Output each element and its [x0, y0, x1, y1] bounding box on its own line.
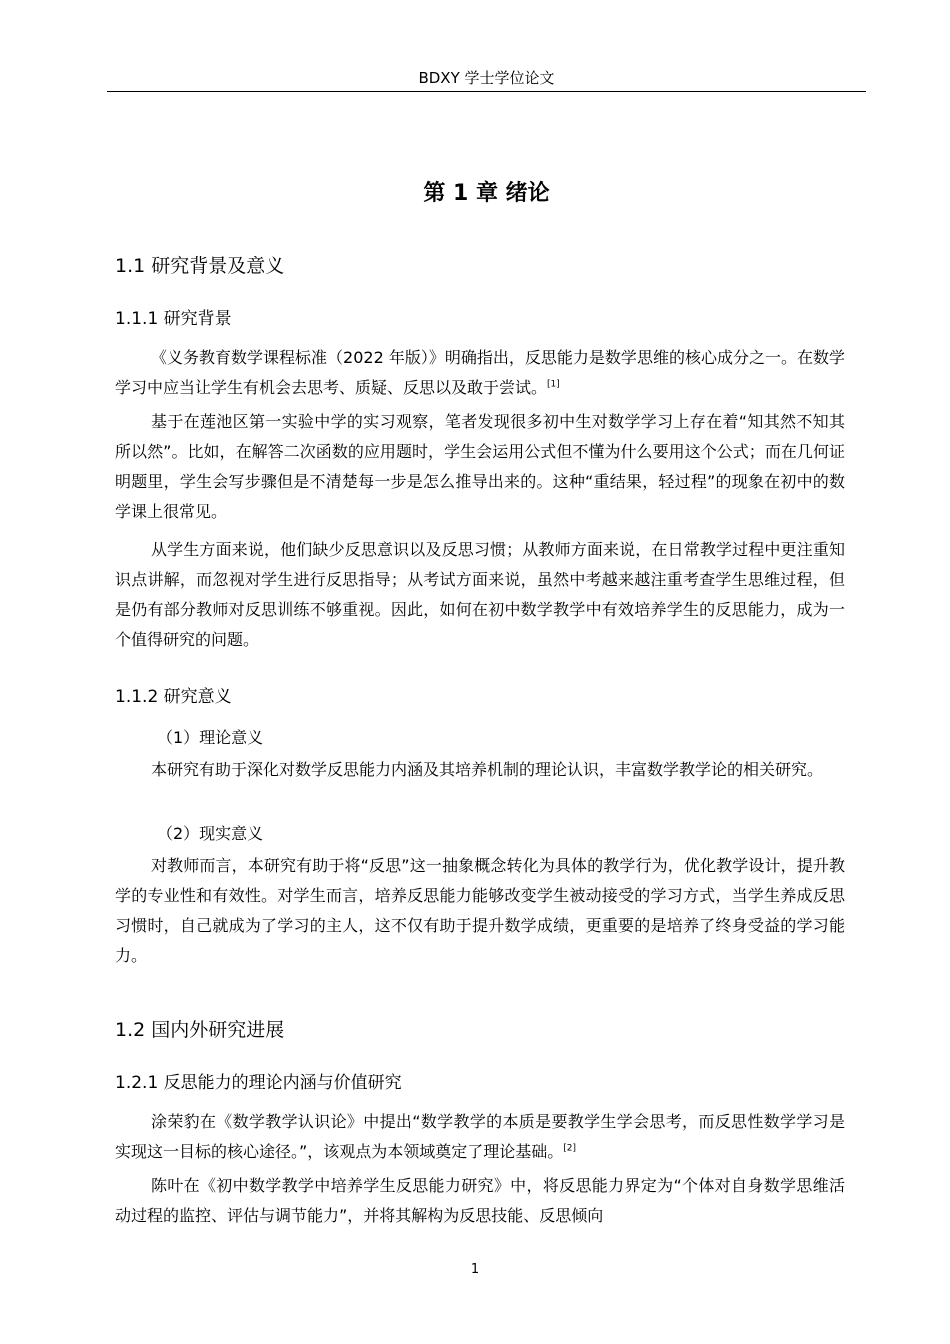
subsection-heading-1-2-1: 1.2.1 反思能力的理论内涵与价值研究 [115, 1073, 402, 1093]
paragraph-theory-1 [115, 1107, 845, 1167]
subsection-heading-1-1-1: 1.1.1 研究背景 [115, 309, 232, 329]
chapter-title: 第 1 章 绪论 [423, 181, 550, 206]
subsection-heading-1-1-2: 1.1.2 研究意义 [115, 687, 232, 707]
paragraph-theory-2: 陈叶在《初中数学教学中培养学生反思能力研究》中，将反思能力界定为“个体对自身数学思维活动过程的监控、评估与调节能力”，并将其解构为反思技能、反思倾向 [115, 1176, 845, 1225]
paragraph-significance-2: 对教师而言，本研究有助于将“反思”这一抽象概念转化为具体的教学行为，优化教学设计，提升教学的专业性和有效性。对学生而言，培养反思能力能够改变学生被动接受的学习方式，当学生养成反思习惯时，自己就成为了学习的主人，这不仅有助于提升数学成绩，更重要的是培养了终身受益的学习能力。 [115, 856, 845, 965]
paragraph-background-2: 基于在莲池区第一实验中学的实习观察，笔者发现很多初中生对数学学习上存在着“知其然不知其所以然”。比如，在解答二次函数的应用题时，学生会运用公式但不懂为什么要用这个公式；而在几何证明题里，学生会写步骤但是不清楚每一步是怎么推导出来的。这种“重结果，轻过程”的现象在初中的数学课上很常见。 [115, 412, 845, 521]
paragraph-significance-1: 本研究有助于深化对数学反思能力内涵及其培养机制的理论认识，丰富数学教学论的相关研究。 [151, 760, 824, 779]
paragraph-background-1 [115, 343, 845, 403]
subheading-practical-significance: （2）现实意义 [157, 824, 264, 843]
page-number: 1 [470, 1262, 480, 1277]
paragraph-background-3: 从学生方面来说，他们缺少反思意识以及反思习惯；从教师方面来说，在日常教学过程中更注重知识点讲解，而忽视对学生进行反思指导；从考试方面来说，虽然中考越来越注重考查学生思维过程，但是仍有部分教师对反思训练不够重视。因此，如何在初中数学教学中有效培养学生的反思能力，成为一个值得研究的问题。 [115, 540, 845, 649]
section-heading-1-2: 1.2 国内外研究进展 [115, 1019, 285, 1041]
paragraph-text: 《义务教育数学课程标准（2022 年版）》明确指出，反思能力是数学思维的核心成分之一。在数学学习中应当让学生有机会去思考、质疑、反思以及敢于尝试。 [115, 348, 845, 397]
citation-ref: [2] [563, 1143, 577, 1154]
header-rule [107, 91, 866, 92]
section-heading-1-1: 1.1 研究背景及意义 [115, 255, 285, 277]
subheading-theoretical-significance: （1）理论意义 [157, 728, 264, 747]
running-header: BDXY 学士学位论文 [418, 69, 555, 87]
citation-ref: [1] [547, 379, 560, 390]
paragraph-text: 涂荣豹在《数学教学认识论》中提出“数学教学的本质是要教学生学会思考，而反思性数学学习是实现这一目标的核心途径。”，该观点为本领域奠定了理论基础。 [115, 1112, 845, 1161]
